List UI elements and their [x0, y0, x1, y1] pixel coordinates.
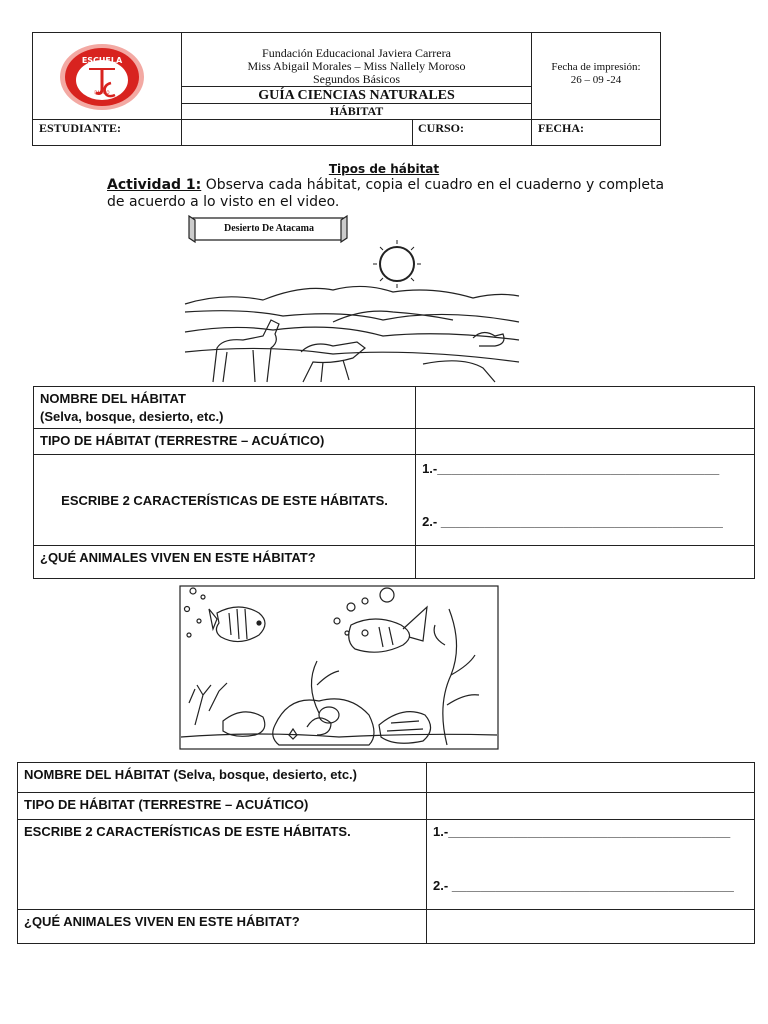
logo-label: ESCUELA	[81, 56, 123, 65]
animals-label-2: ¿QUÉ ANIMALES VIVEN EN ESTE HÁBITAT?	[18, 910, 427, 944]
student-field-label: ESTUDIANTE:	[39, 121, 122, 135]
characteristic-line-1[interactable]: 1.-_______________________________________	[422, 461, 720, 476]
print-date: 26 – 09 -24	[570, 74, 622, 86]
characteristic-line-2[interactable]: 2.- _______________________________________	[422, 514, 723, 529]
habitat-name-hint: (Selva, bosque, desierto, etc.)	[40, 409, 224, 424]
section-title: Tipos de hábitat	[328, 162, 440, 176]
habitat-type-label-2: TIPO DE HÁBITAT (TERRESTRE – ACUÁTICO)	[18, 793, 427, 820]
svg-text:BASICO: BASICO	[94, 90, 110, 95]
characteristics-label-2: ESCRIBE 2 CARACTERÍSTICAS DE ESTE HÁBITATS.	[18, 820, 427, 910]
animals-answer[interactable]	[416, 546, 755, 579]
date-field-label: FECHA:	[538, 121, 584, 135]
characteristic-line-2b[interactable]: 2.- _______________________________________	[433, 878, 734, 893]
activity-instructions	[107, 177, 677, 211]
topic-title: HÁBITAT	[329, 104, 384, 118]
habitat-name-answer-2[interactable]	[427, 763, 755, 793]
teacher-names: Miss Abigail Morales – Miss Nallely Moroso	[247, 59, 466, 73]
habitat-name-answer[interactable]	[416, 387, 755, 429]
characteristics-text: ESCRIBE 2 CARACTERÍSTICAS DE ESTE HÁBITATS.	[61, 492, 388, 508]
ocean-illustration	[179, 585, 499, 750]
characteristics-label	[34, 455, 416, 546]
habitat-type-label: TIPO DE HÁBITAT (TERRESTRE – ACUÁTICO)	[34, 429, 416, 455]
characteristic-line-1b[interactable]: 1.-_______________________________________	[433, 824, 731, 839]
habitat-type-answer-2[interactable]	[427, 793, 755, 820]
activity-text: Observa cada hábitat, copia el cuadro en el cuaderno y completa de acuerdo a lo visto en el video.	[107, 177, 665, 210]
header-box	[32, 32, 661, 146]
habitat-type-answer[interactable]	[416, 429, 755, 455]
animals-label: ¿QUÉ ANIMALES VIVEN EN ESTE HÁBITAT?	[34, 546, 416, 579]
guide-title: GUÍA CIENCIAS NATURALES	[258, 88, 455, 103]
desert-illustration	[183, 212, 523, 384]
animals-answer-2[interactable]	[427, 910, 755, 944]
course-field-label: CURSO:	[418, 121, 465, 135]
desert-banner-text: Desierto De Atacama	[224, 223, 314, 234]
activity-label: Actividad 1:	[107, 177, 202, 193]
characteristics-answers[interactable]	[416, 455, 755, 546]
print-date-label: Fecha de impresión:	[551, 61, 641, 73]
ocean-habitat-table	[17, 762, 755, 944]
school-logo	[59, 43, 145, 111]
habitat-name-label-2: NOMBRE DEL HÁBITAT (Selva, bosque, desierto, etc.)	[18, 763, 427, 793]
grade-label: Segundos Básicos	[313, 72, 400, 86]
desert-habitat-table	[33, 386, 755, 579]
foundation-name: Fundación Educacional Javiera Carrera	[262, 46, 451, 60]
characteristics-answers-2[interactable]	[427, 820, 755, 910]
habitat-name-label: NOMBRE DEL HÁBITAT	[40, 391, 186, 406]
habitat-name-cell	[34, 387, 416, 429]
